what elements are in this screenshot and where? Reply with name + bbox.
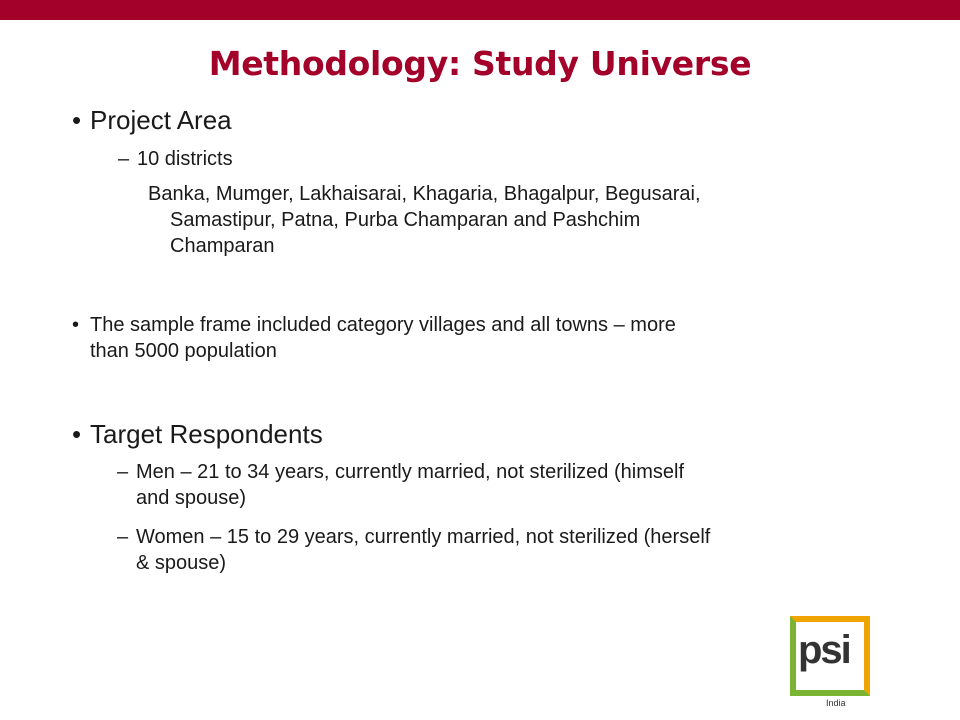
dash-marker: – xyxy=(117,526,129,548)
dash-marker: – xyxy=(117,461,129,483)
districts-line-3: Champaran xyxy=(170,235,275,257)
bullet-dot: • xyxy=(72,419,82,449)
target-heading: Target Respondents xyxy=(90,419,323,449)
logo-wordmark: psi xyxy=(798,628,850,672)
districts-line-2: Samastipur, Patna, Purba Champaran and Pashchim xyxy=(170,209,641,231)
logo-country-label: India xyxy=(826,698,846,708)
bullet-dot: • xyxy=(72,105,82,135)
project-area-heading: Project Area xyxy=(90,105,232,135)
slide-title: Methodology: Study Universe xyxy=(208,44,752,83)
districts-line-1: Banka, Mumger, Lakhaisarai, Khagaria, Bhagalpur, Begusarai, xyxy=(148,183,701,205)
women-line-1: Women – 15 to 29 years, currently married, not sterilized (herself xyxy=(136,526,711,548)
psi-india-logo xyxy=(790,616,874,708)
women-line-2: & spouse) xyxy=(136,552,227,574)
top-accent-bar xyxy=(0,0,960,20)
districts-count: 10 districts xyxy=(137,148,233,170)
bullet-dot: • xyxy=(72,314,80,336)
men-line-1: Men – 21 to 34 years, currently married, not sterilized (himself xyxy=(136,461,684,483)
dash-marker: – xyxy=(118,148,130,170)
men-line-2: and spouse) xyxy=(136,487,247,509)
sample-frame-line-1: The sample frame included category villages and all towns – more xyxy=(90,314,676,336)
sample-frame-line-2: than 5000 population xyxy=(90,340,277,362)
